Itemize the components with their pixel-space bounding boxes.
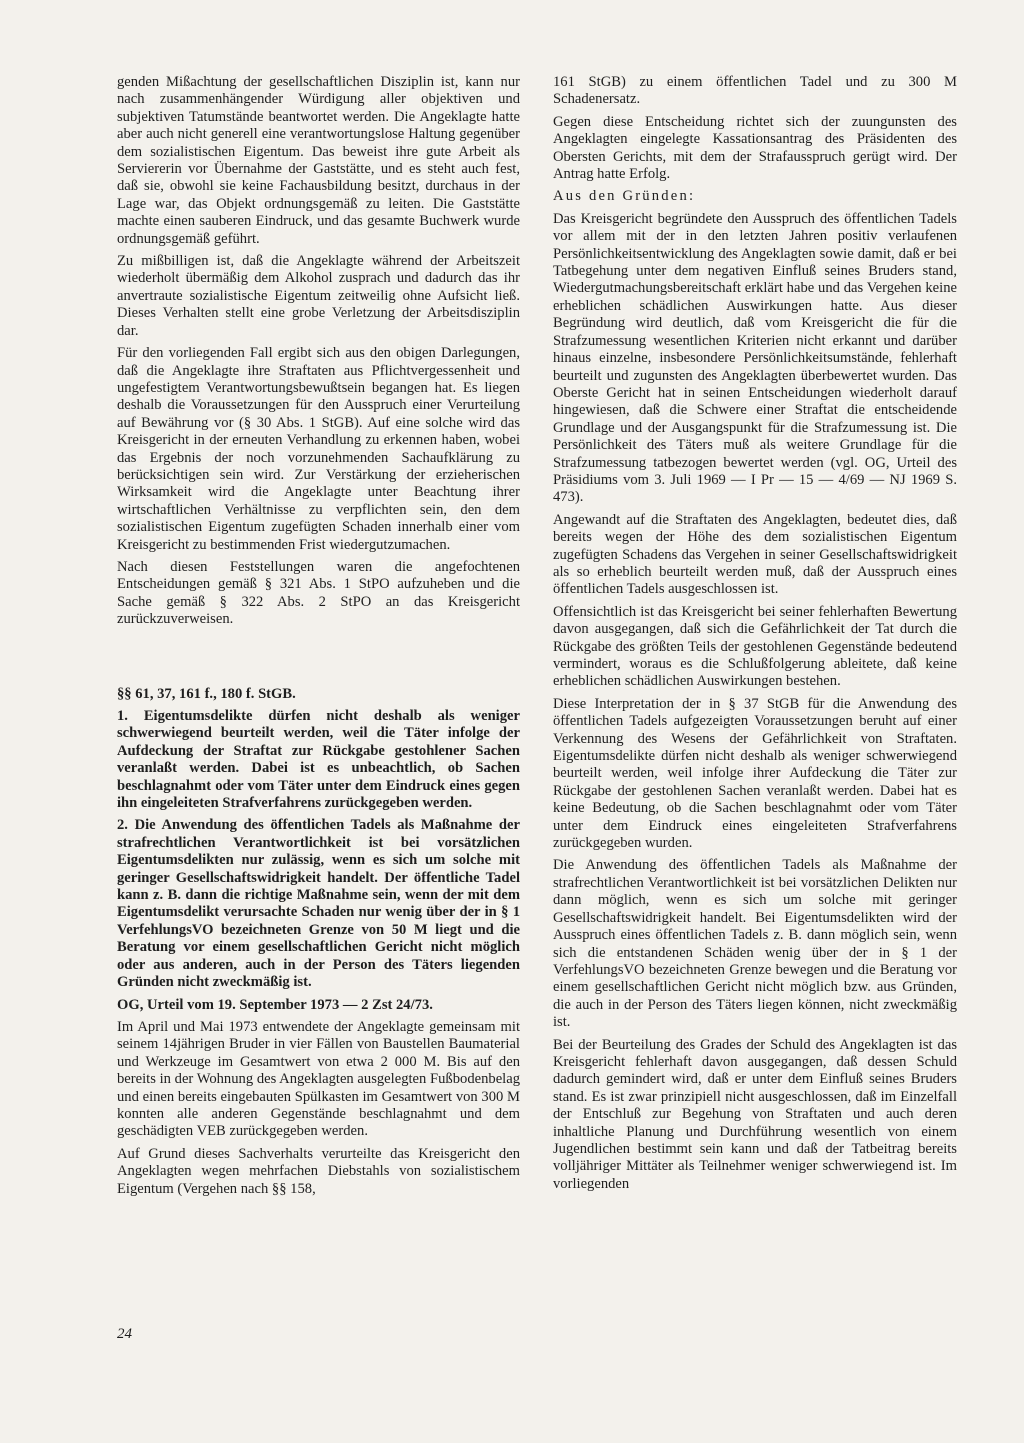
decision-citation: OG, Urteil vom 19. September 1973 — 2 Zst 24/73.: [117, 996, 433, 1013]
paragraph: Nach diesen Feststellungen waren die angefochtenen Entscheidungen gemäß § 321 Abs. 1 StPO aufzuheben und die Sache gemäß § 322 Abs. 2 StPO an das Kreisgericht zurückzuverweisen.: [117, 558, 520, 628]
section-heading: §§ 61, 37, 161 f., 180 f. StGB.: [117, 685, 296, 702]
paragraph: Auf Grund dieses Sachverhalts verurteilte das Kreisgericht den Angeklagten wegen mehrfachen Diebstahls von sozialistischem Eigentum (Vergehen nach §§ 158,: [117, 1145, 520, 1197]
paragraph: Diese Interpretation der in § 37 StGB für die Anwendung des öffentlichen Tadels aufgezeigten Voraussetzungen beruht auf einer Verkennung des Wesens der Gefährlichkeit von Straftaten. Eigentumsdelikte dürfen nicht deshalb als weniger schwerwiegend beurteilt werden, weil infolge ihrer Aufdeckung die Täter zur Rückgabe der gestohlenen Sachen veranlaßt werden. Dabei hat es keine Bedeutung, ob die Sachen beschlagnahmt oder vom Täter unter dem Eindruck eines eingeleiteten Strafverfahrens zurückgegeben wurden.: [553, 695, 957, 852]
paragraph: Offensichtlich ist das Kreisgericht bei seiner fehlerhaften Bewertung davon ausgegangen, daß sich die Gefährlichkeit der Tat durch die Rückgabe des größten Teils der gestohlenen Gegenstände bedeutend vermindert, woraus es die Schlußfolgerung ableitete, daß keine erheblichen schädlichen Auswirkungen bestehen.: [553, 603, 957, 690]
page-number: 24: [117, 1326, 132, 1342]
section-gap: [117, 634, 520, 686]
paragraph: Zu mißbilligen ist, daß die Angeklagte während der Arbeitszeit wiederholt übermäßig dem Alkohol zusprach und dadurch das ihr anvertraute sozialistische Eigentum zeitweilig ohne Aufsicht ließ. Dieses Verhalten stellt eine grobe Verletzung der Arbeitsdisziplin dar.: [117, 253, 520, 339]
paragraph: Die Anwendung des öffentlichen Tadels als Maßnahme der strafrechtlichen Verantwortlichkeit ist bei vorsätzlichen Delikten nur dann möglich, wenn es sich um solche mit geringer Gesellschaftswidrigkeit handelt. Bei Eigentumsdelikten wird der Ausspruch eines öffentlichen Tadels z. B. dann möglich sein, wenn sich die entstandenen Schäden wenig über der in § 1 der VerfehlungsVO bezeichneten Grenze bewegen und die Beratung vor einem gesellschaftlichen Gericht nicht möglich bzw. aus Gründen, die auch in der Person des Täters liegen können, nicht zweckmäßig ist.: [553, 857, 957, 1031]
headnote: 2. Die Anwendung des öffentlichen Tadels als Maßnahme der strafrechtlichen Verantwortlichkeit ist bei vorsätzlichen Eigentumsdelikten nur zulässig, wenn es sich um solche mit geringer Gesellschaftswidrigkeit handelt. Der öffentliche Tadel kann z. B. dann die richtige Maßnahme sein, wenn der mit dem Eigentumsdelikt verursachte Schaden nur wenig über der in § 1 VerfehlungsVO bezeichneten Grenze von 50 M liegt und die Beratung vor einem gesellschaftlichen Gericht nicht möglich oder aus anderen, auch in der Person des Täters liegenden Gründen nicht zweckmäßig ist.: [117, 817, 520, 991]
paragraph: Bei der Beurteilung des Grades der Schuld des Angeklagten ist das Kreisgericht fehlerhaft davon ausgegangen, daß dessen Schuld dadurch gemindert wird, daß er unter dem Einfluß seines Bruders stand. Es ist zwar prinzipiell nicht ausgeschlossen, daß im Einzelfall der Entschluß zur Begehung von Straftaten und auch deren inhaltliche Planung und Durchführung wesentlich von einem Jugendlichen bestimmt sein kann und daß der Tatbeitrag bereits volljähriger Mittäter als Teilnehmer weniger schwerwiegend ist. Im vorliegenden: [553, 1036, 957, 1192]
paragraph: Angewandt auf die Straftaten des Angeklagten, bedeutet dies, daß bereits wegen der Höhe des dem sozialistischen Eigentum zugefügten Schadens das Vergehen in seiner Gesellschaftswidrigkeit als so erheblich beurteilt werden muß, daß der Ausspruch eines öffentlichen Tadels ausgeschlossen ist.: [553, 511, 957, 598]
paragraph: genden Mißachtung der gesellschaftlichen Disziplin ist, kann nur nach zusammenhängender Würdigung aller objektiven und subjektiven Tatumstände beantwortet werden. Die Angeklagte hatte aber auch nicht generell eine verantwortungslose Haltung gegenüber dem sozialistischen Eigentum. Das beweist ihre gute Arbeit als Serviererin vor Übernahme der Gaststätte, und es steht auch fest, daß sie, obwohl sie keine Fachausbildung besitzt, durchaus in der Lage war, das Objekt ordnungsgemäß zu leiten. Die Gaststätte machte einen sauberen Eindruck, und das gesamte Buchwerk wurde ordnungsgemäß geführt.: [117, 74, 520, 247]
left-column: [117, 74, 520, 1203]
paragraph: Für den vorliegenden Fall ergibt sich aus den obigen Darlegungen, daß die Angeklagte ihre Straftaten aus Pflichtvergessenheit und ungefestigtem Verantwortungsbewußtsein begangen hat. Es liegen deshalb die Voraussetzungen für den Ausspruch einer Verurteilung auf Bewährung vor (§ 30 Abs. 1 StGB). Auf eine solche wird das Kreisgericht in der erneuten Verhandlung zu erkennen haben, wobei das Ergebnis der noch vorzunehmenden Sachaufklärung zu berücksichtigen sein wird. Zur Verstärkung der erzieherischen Wirksamkeit wird die Angeklagte unter Beachtung ihrer wirtschaftlichen Verhältnisse zu verpflichten sein, den dem sozialistischen Eigentum zugefügten Schaden innerhalb einer vom Kreisgericht zu bestimmenden Frist wiedergutzumachen.: [117, 345, 520, 553]
right-column: [553, 74, 957, 1198]
paragraph: Gegen diese Entscheidung richtet sich der zuungunsten des Angeklagten eingelegte Kassationsantrag des Präsidenten des Obersten Gerichts, mit dem der Strafausspruch gerügt wird. Der Antrag hatte Erfolg.: [553, 113, 957, 183]
paragraph: 161 StGB) zu einem öffentlichen Tadel und zu 300 M Schadenersatz.: [553, 74, 957, 108]
grounds-heading: Aus den Gründen:: [553, 188, 696, 205]
paragraph: Das Kreisgericht begründete den Ausspruch des öffentlichen Tadels vor allem mit der in den letzten Jahren positiv verlaufenen Persönlichkeitsentwicklung des Angeklagten sowie damit, daß er bei Tatbegehung unter dem negativen Einfluß seines Bruders stand, Wiedergutmachungsbereitschaft erklärt habe und das Vergehen keine erheblichen schädlichen Auswirkungen hatte. Aus dieser Begründung wird deutlich, daß vom Kreisgericht die für die Strafzumessung wesentlichen Kriterien nicht erkannt und darüber hinaus einzelne, insbesondere Persönlichkeitsumstände, fehlerhaft beurteilt und zugunsten des Angeklagten überbewertet wurden. Das Oberste Gericht hat in seinen Entscheidungen wiederholt darauf hingewiesen, daß die Schwere einer Straftat die entscheidende Grundlage und der Ausgangspunkt für die Strafzumessung ist. Die Persönlichkeit des Täters muß als weitere Grundlage für die Strafzumessung tatbezogen bewertet werden (vgl. OG, Urteil des Präsidiums vom 3. Juli 1969 — I Pr — 15 — 4/69 — NJ 1969 S. 473).: [553, 210, 957, 506]
paragraph: Im April und Mai 1973 entwendete der Angeklagte gemeinsam mit seinem 14jährigen Bruder in vier Fällen von Baustellen Baumaterial und Werkzeuge im Gesamtwert von etwa 2 000 M. Bis auf den bereits in der Wohnung des Angeklagten ausgelegten Fußbodenbelag und einen bereits eingebauten Spülkasten im Gesamtwert von 300 M konnten alle anderen Gegenstände beschlagnahmt und dem geschädigten VEB zurückgegeben werden.: [117, 1018, 520, 1140]
headnote: 1. Eigentumsdelikte dürfen nicht deshalb als weniger schwerwiegend beurteilt werden, weil die Täter infolge der Aufdeckung der Straftat zur Rückgabe gestohlener Sachen veranlaßt werden. Dabei ist es unbeachtlich, ob Sachen beschlagnahmt oder vom Täter unter dem Eindruck eines gegen ihn eingeleiteten Strafverfahrens zurückgegeben werden.: [117, 708, 520, 812]
